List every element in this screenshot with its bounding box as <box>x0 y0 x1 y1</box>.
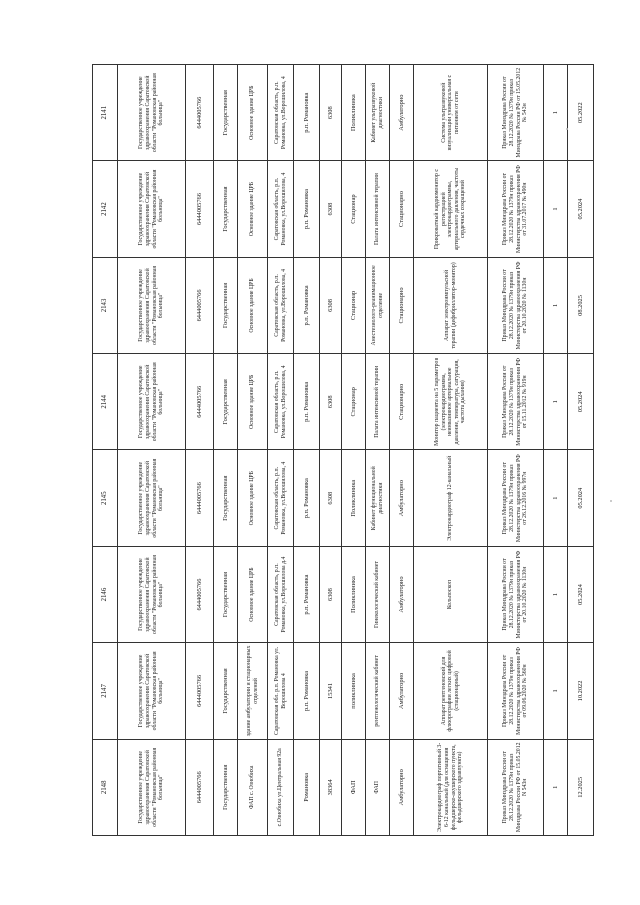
table-cell: Стационарно <box>390 354 414 450</box>
table-cell: Романовка <box>294 739 320 835</box>
table-cell: р.п. Романовка <box>294 65 320 161</box>
equipment-table <box>92 64 594 836</box>
table-cell: Анестезиолого-реанимационное отделение <box>366 257 390 353</box>
table-cell: 1 <box>544 546 568 642</box>
table-cell: 6444005766 <box>186 643 214 739</box>
table-cell: 05.2024 <box>568 354 594 450</box>
table-cell: Государственное учреждение здравоохранения Саратовской области "Романовская районная больница" <box>118 354 186 450</box>
table-cell: 6444005766 <box>186 257 214 353</box>
table-cell: Кабинет ультразвуковой диагностики <box>366 65 390 161</box>
table-cell: 05.2024 <box>568 546 594 642</box>
table-cell: Приказ Минздрава России от 28.12.2020 № 1379н приказ Министерства здравоохранения РФ от 20.10.2020 № 1130н <box>488 546 544 642</box>
table-cell: Саратовская обл. р.п. Романовка ул. Ворошилова 4 <box>268 643 294 739</box>
table-row-equipment <box>414 65 488 836</box>
table-cell: 1 <box>544 354 568 450</box>
table-cell: Амбулаторно <box>390 643 414 739</box>
table-cell: р.п. Романовка <box>294 546 320 642</box>
table-cell: здание амбулатории и стационарных отделений <box>238 643 268 739</box>
column-number: 2145 <box>93 450 118 546</box>
header-row <box>93 65 118 836</box>
table-row-inn <box>186 65 214 836</box>
table-cell: поликлиника <box>342 643 366 739</box>
table-cell: 6308 <box>320 354 342 450</box>
table-cell: Монитор пациента на 5 параметров (электрокардиограмма, неинвазивное артериальное давление, температура, сатурация, частота дыхания) <box>414 354 488 450</box>
scan-speck <box>566 128 568 130</box>
table-cell: Государственная <box>214 354 238 450</box>
table-cell: Саратовская область, р.п. Романовка, ул.Ворошилова, 4 <box>268 65 294 161</box>
table-cell: Государственная <box>214 643 238 739</box>
table-cell: 6308 <box>320 450 342 546</box>
table-cell: 1 <box>544 65 568 161</box>
table-cell: Государственная <box>214 257 238 353</box>
table-cell: Кольпоскоп <box>414 546 488 642</box>
table-cell: Саратовская область, р.п. Романовка, ул.Ворошилова, 4 <box>268 354 294 450</box>
table-cell: Палата интенсивной терапии <box>366 161 390 257</box>
column-number: 2146 <box>93 546 118 642</box>
table-cell: Основное здание ЦРБ <box>238 354 268 450</box>
table-cell: р.п. Романовка <box>294 257 320 353</box>
table-cell: Государственное учреждение здравоохранения Саратовской области "Романовская районная больница" <box>118 546 186 642</box>
table-cell: Гинекологический кабинет <box>366 546 390 642</box>
table-cell: Электрокардиограф 12-канальный <box>414 450 488 546</box>
table-cell: 38364 <box>320 739 342 835</box>
table-cell: Саратовская область, р.п. Романовка, ул.Ворошилова, 4 <box>268 450 294 546</box>
table-cell: р.п. Романовка <box>294 354 320 450</box>
table-cell: Основное здание ЦРБ <box>238 546 268 642</box>
table-cell: Саратовская область, р.п. Романовка, ул.Ворошилова д.4 <box>268 546 294 642</box>
table-cell: Саратовская область, р.п. Романовка, ул.Ворошилова, 4 <box>268 257 294 353</box>
table-cell: Государственное учреждение здравоохранения Саратовской области "Романовская районная больница" <box>118 739 186 835</box>
table-cell: Стационар <box>342 161 366 257</box>
table-cell: Приказ Минздрава России от 28.12.2020 № 1379н приказ Минздрава России РФ от 15.05.2012 N 543н <box>488 739 544 835</box>
table-cell: Стационар <box>342 257 366 353</box>
table-cell: Государственная <box>214 739 238 835</box>
table-cell: 1 <box>544 643 568 739</box>
table-cell: 05.2024 <box>568 450 594 546</box>
table-cell: Государственная <box>214 450 238 546</box>
table-cell: 08.2025 <box>568 257 594 353</box>
table-cell: 1 <box>544 161 568 257</box>
table-cell: Государственное учреждение здравоохранения Саратовской области "Романовская районная больница" <box>118 65 186 161</box>
table-cell: Государственное учреждение здравоохранения Саратовской области "Романовская районная больница" <box>118 450 186 546</box>
table-cell: Основное здание ЦРБ <box>238 65 268 161</box>
table-cell: 1 <box>544 257 568 353</box>
table-cell: ФАП с. Ознобиха <box>238 739 268 835</box>
table-cell: Государственное учреждение здравоохранения Саратовской области "Романовская районная больница" <box>118 257 186 353</box>
table-cell: Государственное учреждение здравоохранения Саратовской области "Романовская районная больница" <box>118 161 186 257</box>
table-cell: Приказ Минздрава России от 28.12.2020 № 1379н приказ Министерства здравоохранения РФ от 31.07.2017 № 490н <box>488 161 544 257</box>
table-row-order <box>488 65 544 836</box>
table-cell: Поликлиника <box>342 65 366 161</box>
table-cell: Аппарат рентгеновский для флюорографии легких цифровой (стационарный) <box>414 643 488 739</box>
table-cell: 6444005766 <box>186 161 214 257</box>
column-number: 2142 <box>93 161 118 257</box>
table-cell: Палата интенсивной терапии <box>366 354 390 450</box>
table-cell: р.п. Романовка <box>294 161 320 257</box>
table-cell: Основное здание ЦРБ <box>238 161 268 257</box>
table-cell: Основное здание ЦРБ <box>238 450 268 546</box>
table-cell: 05.2022 <box>568 65 594 161</box>
table-cell: 6444005766 <box>186 546 214 642</box>
table-cell: Кабинет функциональной диагностики <box>366 450 390 546</box>
column-number: 2141 <box>93 65 118 161</box>
column-number: 2144 <box>93 354 118 450</box>
table-cell: 6444005766 <box>186 450 214 546</box>
table-row-address <box>268 65 294 836</box>
table-cell: 6444005766 <box>186 739 214 835</box>
table-cell: ФАП <box>366 739 390 835</box>
table-cell: Основное здание ЦРБ <box>238 257 268 353</box>
table-cell: Аппарат электроимпульсной терапии (дефибриллятор-монитор) <box>414 257 488 353</box>
table-cell: 12.2025 <box>568 739 594 835</box>
table-cell: Приказ Минздрава России от 28.12.2020 № 1379н приказ Министерства здравоохранения РФ от 15.11.2012 № 919н <box>488 354 544 450</box>
table-cell: р.п. Романовка <box>294 450 320 546</box>
table-cell: Поликлиника <box>342 450 366 546</box>
column-number: 2143 <box>93 257 118 353</box>
table-cell: с.Ознобиха ул.Центральная 92а <box>268 739 294 835</box>
table-cell: Стационар <box>342 354 366 450</box>
table-row-locality <box>294 65 320 836</box>
table-cell: Стационарно <box>390 161 414 257</box>
table-cell: Прикроватный кардиомонитор с регистрацией электрокардиограммы, артериального давления, частоты сердечных сокращений <box>414 161 488 257</box>
table-cell: Поликлиника <box>342 546 366 642</box>
table-cell: 6444005766 <box>186 65 214 161</box>
table-cell: 6308 <box>320 257 342 353</box>
table-cell: ФАП <box>342 739 366 835</box>
table-cell: Государственная <box>214 161 238 257</box>
table-cell: Приказ Минздрава России от 28.12.2020 № 1379н приказ Министерства здравоохранения РФ от 09.06.2020 № 560н <box>488 643 544 739</box>
table-cell: Приказ Минздрава России от 28.12.2020 № 1379н приказ Министерства здравоохранения РФ от 20.10.2020 № 1130н <box>488 257 544 353</box>
table-cell: 6308 <box>320 546 342 642</box>
table-cell: 10.2022 <box>568 643 594 739</box>
table-cell: р.п. Романовка <box>294 643 320 739</box>
table-row-building <box>238 65 268 836</box>
table-cell: 6308 <box>320 65 342 161</box>
table-cell: 6444005766 <box>186 354 214 450</box>
table-cell: Государственная <box>214 546 238 642</box>
table-row-population <box>320 65 342 836</box>
table-cell: Электрокардиограф портативный 3-6-12 канальный (для оснащения фельдшерско-акушерского пункта, фельдшерского здравпункта) <box>414 739 488 835</box>
table-row-department <box>366 65 390 836</box>
table-cell: 15341 <box>320 643 342 739</box>
table-cell: 1 <box>544 739 568 835</box>
table-cell: Саратовская область, р.п. Романовка, ул.Ворошилова, 4 <box>268 161 294 257</box>
table-row-quantity <box>544 65 568 836</box>
column-number: 2148 <box>93 739 118 835</box>
table-cell: 1 <box>544 450 568 546</box>
table-cell: Государственное учреждение здравоохранения Саратовской области "Романовская районная больница" <box>118 643 186 739</box>
table-row-date <box>568 65 594 836</box>
table-cell: Стационарно <box>390 257 414 353</box>
table-cell: Система ультразвуковой визуализации универсальная с питанием от сети <box>414 65 488 161</box>
table-cell: Приказ Минздрава России от 28.12.2020 № 1379н приказ Министерства здравоохранения РФ от 26.12.2016 № 997н <box>488 450 544 546</box>
table-cell: Государственная <box>214 65 238 161</box>
table-row-organization <box>118 65 186 836</box>
table-cell: Амбулаторно <box>390 739 414 835</box>
table-cell: Приказ Минздрава России от 28.12.2020 № 1379н приказ Минздрава России РФ от 15.05.2012 № 543н <box>488 65 544 161</box>
table-cell: Амбулаторно <box>390 450 414 546</box>
table-row-unit-type <box>342 65 366 836</box>
table-cell: Амбулаторно <box>390 65 414 161</box>
scan-speck <box>610 500 612 502</box>
table-cell: 05.2024 <box>568 161 594 257</box>
rotated-table-frame <box>92 64 582 836</box>
table-cell: 6308 <box>320 161 342 257</box>
table-row-ownership <box>214 65 238 836</box>
table-row-care-form <box>390 65 414 836</box>
table-cell: Амбулаторно <box>390 546 414 642</box>
column-number: 2147 <box>93 643 118 739</box>
table-cell: рентгенологический кабинет <box>366 643 390 739</box>
